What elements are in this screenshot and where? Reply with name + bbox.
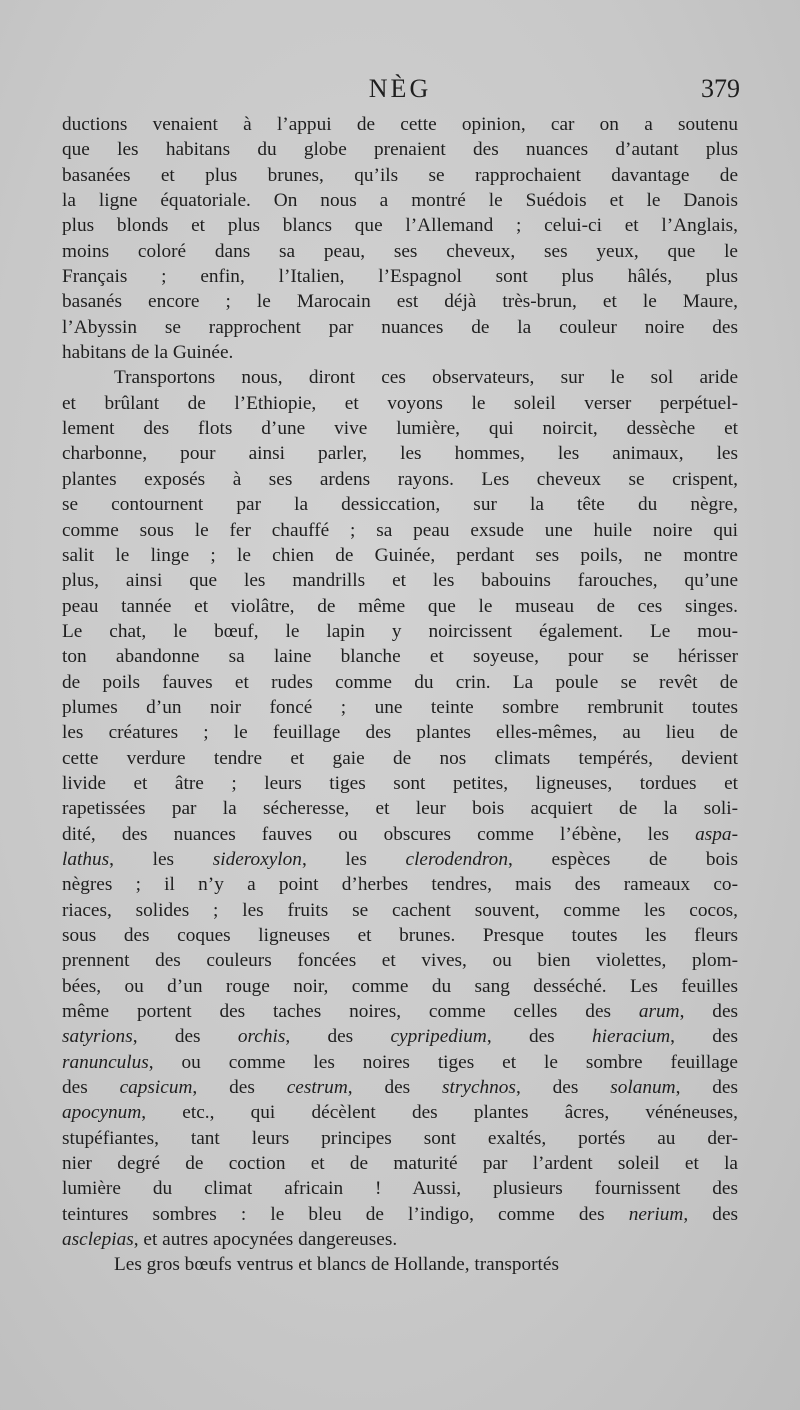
- text-run: teintures sombres : le bleu de l’indigo, comme des: [62, 1203, 629, 1225]
- text-line: [62, 239, 738, 264]
- italic-term: capsicum: [119, 1077, 193, 1099]
- text-line: [62, 137, 738, 162]
- text-line: [62, 974, 738, 999]
- italic-term: orchis: [237, 1026, 286, 1048]
- text-run: Les gros bœufs ventrus et blancs de Hollande, transportés: [114, 1254, 559, 1276]
- text-run: riaces, solides ; les fruits se cachent souvent, comme les cocos,: [62, 899, 738, 921]
- text-run: , des: [285, 1026, 391, 1048]
- italic-term: clerodendron: [405, 848, 508, 870]
- text-run: la ligne équatoriale. On nous a montré le Suédois et le Danois: [62, 190, 738, 212]
- text-run: stupéfiantes, tant leurs principes sont exaltés, portés au der-: [62, 1127, 738, 1149]
- text-line: [62, 264, 738, 289]
- text-run: , des: [486, 1026, 592, 1048]
- text-line: [62, 847, 738, 872]
- italic-term: cestrum: [286, 1077, 348, 1099]
- text-line: [62, 594, 738, 619]
- text-line: [62, 999, 738, 1024]
- text-run: des: [62, 1077, 120, 1099]
- italic-term: cypripedium: [390, 1026, 487, 1048]
- text-run: , des: [683, 1203, 739, 1225]
- text-line: [62, 1227, 738, 1252]
- text-run: cette verdure tendre et gaie de nos climats tempérés, devient: [62, 747, 738, 769]
- text-run: comme sous le fer chauffé ; sa peau exsude une huile noire qui: [62, 519, 738, 541]
- text-line: [62, 441, 738, 466]
- text-run: Français ; enfin, l’Italien, l’Espagnol sont plus hâlés, plus: [62, 266, 738, 288]
- text-run: se contournent par la dessiccation, sur la tête du nègre,: [62, 494, 738, 516]
- text-run: charbonne, pour ainsi parler, les hommes, les animaux, les: [62, 443, 738, 465]
- text-line: [62, 416, 738, 441]
- text-line: [62, 1151, 738, 1176]
- text-run: bées, ou d’un rouge noir, comme du sang desséché. Les feuilles: [62, 975, 738, 997]
- text-line: [62, 1024, 738, 1049]
- text-line: [62, 923, 738, 948]
- text-line: [62, 315, 738, 340]
- text-run: ton abandonne sa laine blanche et soyeuse, pour se hérisser: [62, 646, 738, 668]
- text-line: [62, 1126, 738, 1151]
- text-run: lumière du climat africain ! Aussi, plusieurs fournissent des: [62, 1178, 738, 1200]
- text-run: et brûlant de l’Ethiopie, et voyons le soleil verser perpétuel-: [62, 392, 738, 414]
- text-line: [62, 796, 738, 821]
- text-run: ductions venaient à l’appui de cette opinion, car on a soutenu: [62, 114, 738, 135]
- text-line: [62, 289, 738, 314]
- text-line: [62, 1050, 738, 1075]
- text-line: [62, 568, 738, 593]
- text-run: nier degré de coction et de maturité par l’ardent soleil et la: [62, 1153, 738, 1175]
- italic-term: sideroxylon: [212, 848, 302, 870]
- italic-term: hieracium: [591, 1026, 671, 1048]
- text-run: salit le linge ; le chien de Guinée, perdant ses poils, ne montre: [62, 544, 738, 566]
- page-header: [60, 74, 740, 110]
- italic-term: lathus: [62, 848, 110, 870]
- text-line: [62, 112, 738, 137]
- text-run: Le chat, le bœuf, le lapin y noircissent également. Le mou-: [62, 620, 738, 642]
- text-run: peau tannée et violâtre, de même que le museau de ces singes.: [62, 595, 738, 617]
- text-run: prennent des couleurs foncées et vives, ou bien violettes, plom-: [62, 950, 738, 972]
- text-run: , etc., qui décèlent des plantes âcres, vénéneuses,: [141, 1102, 738, 1124]
- paragraph: [62, 365, 738, 1252]
- text-run: plantes exposés à ses ardens rayons. Les cheveux se crispent,: [62, 468, 738, 490]
- page-number: 379: [701, 74, 740, 103]
- text-line: [62, 163, 738, 188]
- text-run: , et autres apocynées dangereuses.: [133, 1229, 398, 1251]
- text-line: [62, 467, 738, 492]
- text-line: [62, 518, 738, 543]
- text-run: basanés encore ; le Marocain est déjà très-brun, et le Maure,: [62, 291, 738, 313]
- text-line: [62, 1202, 738, 1227]
- text-run: sous des coques ligneuses et brunes. Presque toutes les fleurs: [62, 925, 738, 946]
- text-line: [62, 492, 738, 517]
- text-line: [62, 1075, 738, 1100]
- text-run: , les: [109, 848, 213, 870]
- paragraph: [62, 1252, 738, 1277]
- text-line: [62, 746, 738, 771]
- italic-term: solanum: [610, 1077, 676, 1099]
- paragraph: [62, 112, 738, 365]
- text-run: de poils fauves et rudes comme du crin. La poule se revêt de: [62, 671, 738, 693]
- text-run: l’Abyssin se rapprochent par nuances de la couleur noire des: [62, 316, 738, 338]
- text-run: même portent des taches noires, comme celles des: [62, 1001, 639, 1023]
- text-line: [62, 670, 738, 695]
- text-run: , des: [515, 1077, 611, 1099]
- text-run: , des: [347, 1077, 443, 1099]
- italic-term: satyrions: [62, 1026, 133, 1048]
- text-line: [62, 213, 738, 238]
- text-line: [62, 1176, 738, 1201]
- text-line: [62, 1100, 738, 1125]
- text-line: [62, 340, 738, 365]
- text-run: , des: [670, 1026, 738, 1048]
- text-run: plus blonds et plus blancs que l’Allemand ; celui-ci et l’Anglais,: [62, 215, 738, 237]
- text-run: dité, des nuances fauves ou obscures comme l’ébène, les: [62, 823, 696, 845]
- text-run: , des: [679, 1001, 739, 1023]
- text-line: [62, 771, 738, 796]
- text-line: [62, 619, 738, 644]
- text-run: , ou comme les noires tiges et le sombre feuillage: [148, 1051, 738, 1073]
- running-head: NÈG: [368, 74, 432, 103]
- text-line: [62, 1252, 738, 1277]
- text-run: livide et âtre ; leurs tiges sont petites, ligneuses, tordues et: [62, 772, 738, 794]
- text-line: [62, 644, 738, 669]
- text-run: , les: [301, 848, 406, 870]
- italic-term: asclepias: [62, 1229, 134, 1251]
- text-run: plus, ainsi que les mandrills et les babouins farouches, qu’une: [62, 570, 738, 592]
- text-run: basanées et plus brunes, qu’ils se rapprochaient davantage de: [62, 164, 738, 186]
- text-line: [62, 898, 738, 923]
- text-run: rapetissées par la sécheresse, et leur bois acquiert de la soli-: [62, 798, 738, 820]
- text-line: [62, 720, 738, 745]
- text-line: [62, 822, 738, 847]
- text-line: [62, 872, 738, 897]
- italic-term: nerium: [628, 1203, 684, 1225]
- text-line: [62, 948, 738, 973]
- text-run: plumes d’un noir foncé ; une teinte sombre rembrunit toutes: [62, 696, 738, 718]
- text-run: que les habitans du globe prenaient des nuances d’autant plus: [62, 139, 738, 161]
- text-run: , des: [192, 1077, 287, 1099]
- italic-term: ranunculus: [62, 1051, 149, 1073]
- text-run: moins coloré dans sa peau, ses cheveux, ses yeux, que le: [62, 240, 738, 262]
- text-line: [62, 188, 738, 213]
- body-text: [62, 112, 738, 1278]
- text-line: [62, 391, 738, 416]
- italic-term: apocynum: [62, 1102, 142, 1124]
- text-run: lement des flots d’une vive lumière, qui noircit, dessèche et: [62, 418, 738, 440]
- text-run: Transportons nous, diront ces observateurs, sur le sol aride: [114, 367, 738, 389]
- italic-term: aspa-: [695, 823, 738, 845]
- italic-term: arum: [638, 1001, 680, 1023]
- italic-term: strychnos: [442, 1077, 516, 1099]
- text-run: nègres ; il n’y a point d’herbes tendres, mais des rameaux co-: [62, 874, 738, 896]
- text-run: , espèces de bois: [507, 848, 738, 870]
- text-line: [62, 543, 738, 568]
- text-run: les créatures ; le feuillage des plantes elles-mêmes, au lieu de: [62, 722, 738, 744]
- text-line: [62, 695, 738, 720]
- text-run: , des: [675, 1077, 738, 1099]
- text-line: [62, 365, 738, 390]
- text-run: habitans de la Guinée.: [62, 342, 234, 364]
- text-run: , des: [132, 1026, 238, 1048]
